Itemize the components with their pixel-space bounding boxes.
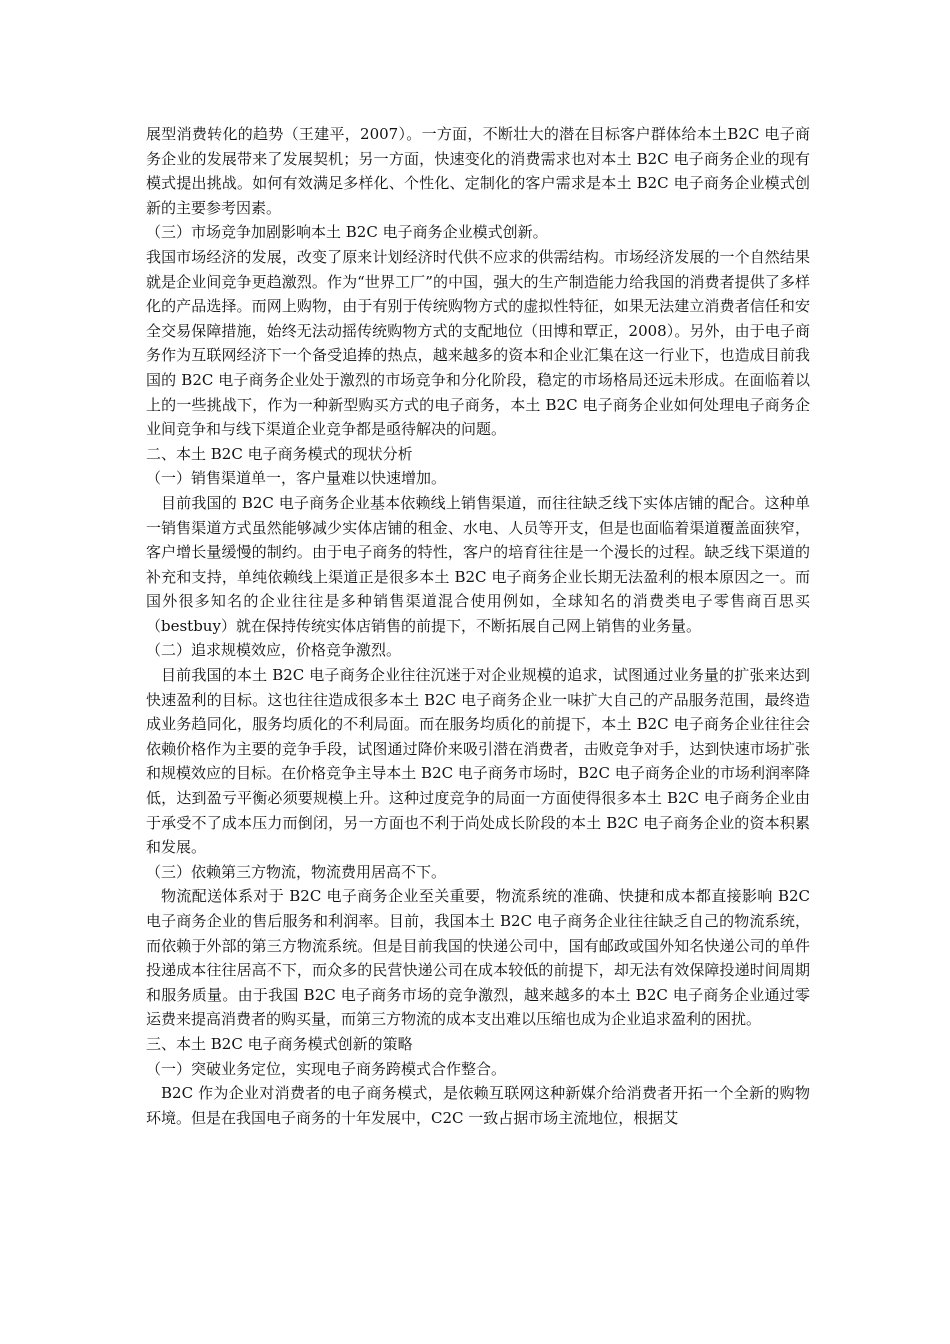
body-paragraph: 我国市场经济的发展，改变了原来计划经济时代供不应求的供需结构。市场经济发展的一个自然结果就是企业间竞争更趋激烈。作为“世界工厂”的中国，强大的生产制造能力给我国的消费者提供了多样化的产品选择。而网上购物，由于有别于传统购物方式的虚拟性特征，如果无法建立消费者信任和安全交易保障措施，始终无法动摇传统购物方式的支配地位（田博和覃正，2008）。另外，由于电子商务作为互联网经济下一个备受追捧的热点，越来越多的资本和企业汇集在这一行业下，也造成目前我国的 B2C 电子商务企业处于激烈的市场竞争和分化阶段，稳定的市场格局还远未形成。在面临着以上的一些挑战下，作为一种新型购买方式的电子商务，本土 B2C 电子商务企业如何处理电子商务企业间竞争和与线下渠道企业竞争都是亟待解决的问题。 bbox=[146, 247, 810, 439]
section-subheading: （一）销售渠道单一，客户量难以快速增加。 bbox=[146, 469, 447, 488]
section-heading: 二、本土 B2C 电子商务模式的现状分析 bbox=[146, 444, 413, 463]
section-subheading: （二）追求规模效应，价格竞争激烈。 bbox=[146, 641, 402, 660]
body-paragraph: 展型消费转化的趋势（王建平，2007）。一方面，不断壮大的潜在目标客户群体给本土B2C 电子商务企业的发展带来了发展契机；另一方面，快速变化的消费需求也对本土 B2C 电子商务企业的现有模式提出挑战。如何有效满足多样化、个性化、定制化的客户需求是本土 B2C 电子商务企业模式创新的主要参考因素。 bbox=[146, 125, 810, 217]
document-page bbox=[146, 122, 810, 1130]
body-paragraph: 物流配送体系对于 B2C 电子商务企业至关重要，物流系统的准确、快捷和成本都直接影响 B2C 电子商务企业的售后服务和利润率。目前，我国本土 B2C 电子商务企业往往缺乏自己的物流系统，而依赖于外部的第三方物流系统。但是目前我国的快递公司中，国有邮政或国外知名快递公司的单件投递成本往往居高不下，而众多的民营快递公司在成本较低的前提下，却无法有效保障投递时间周期和服务质量。由于我国 B2C 电子商务市场的竞争激烈，越来越多的本土 B2C 电子商务企业通过零运费来提高消费者的购买量，而第三方物流的成本支出难以压缩也成为企业追求盈利的困扰。 bbox=[146, 887, 810, 1029]
section-subheading: （一）突破业务定位，实现电子商务跨模式合作整合。 bbox=[146, 1059, 507, 1078]
body-paragraph: 目前我国的 B2C 电子商务企业基本依赖线上销售渠道，而往往缺乏线下实体店铺的配合。这种单一销售渠道方式虽然能够减少实体店铺的租金、水电、人员等开支，但是也面临着渠道覆盖面狭窄，客户增长量缓慢的制约。由于电子商务的特性，客户的培育往往是一个漫长的过程。缺乏线下渠道的补充和支持，单纯依赖线上渠道正是很多本土 B2C 电子商务企业长期无法盈利的根本原因之一。而国外很多知名的企业往往是多种销售渠道混合使用例如，全球知名的消费类电子零售商百思买（bestbuy）就在保持传统实体店销售的前提下，不断拓展自己网上销售的业务量。 bbox=[146, 493, 810, 635]
section-subheading: （三）依赖第三方物流，物流费用居高不下。 bbox=[146, 862, 447, 881]
body-paragraph: B2C 作为企业对消费者的电子商务模式，是依赖互联网这种新媒介给消费者开拓一个全新的购物环境。但是在我国电子商务的十年发展中，C2C 一致占据市场主流地位，根据艾 bbox=[146, 1084, 810, 1127]
section-subheading: （三）市场竞争加剧影响本土 B2C 电子商务企业模式创新。 bbox=[146, 223, 548, 242]
section-heading: 三、本土 B2C 电子商务模式创新的策略 bbox=[146, 1034, 413, 1053]
body-paragraph: 目前我国的本土 B2C 电子商务企业往往沉迷于对企业规模的追求，试图通过业务量的扩张来达到快速盈利的目标。这也往往造成很多本土 B2C 电子商务企业一味扩大自己的产品服务范围，最终造成业务趋同化，服务均质化的不利局面。而在服务均质化的前提下，本土 B2C 电子商务企业往往会依赖价格作为主要的竞争手段，试图通过降价来吸引潜在消费者，击败竞争对手，达到快速市场扩张和规模效应的目标。在价格竞争主导本土 B2C 电子商务市场时，B2C 电子商务企业的市场利润率降低，达到盈亏平衡必须要规模上升。这种过度竞争的局面一方面使得很多本土 B2C 电子商务企业由于承受不了成本压力而倒闭，另一方面也不利于尚处成长阶段的本土 B2C 电子商务企业的资本积累和发展。 bbox=[146, 666, 810, 857]
